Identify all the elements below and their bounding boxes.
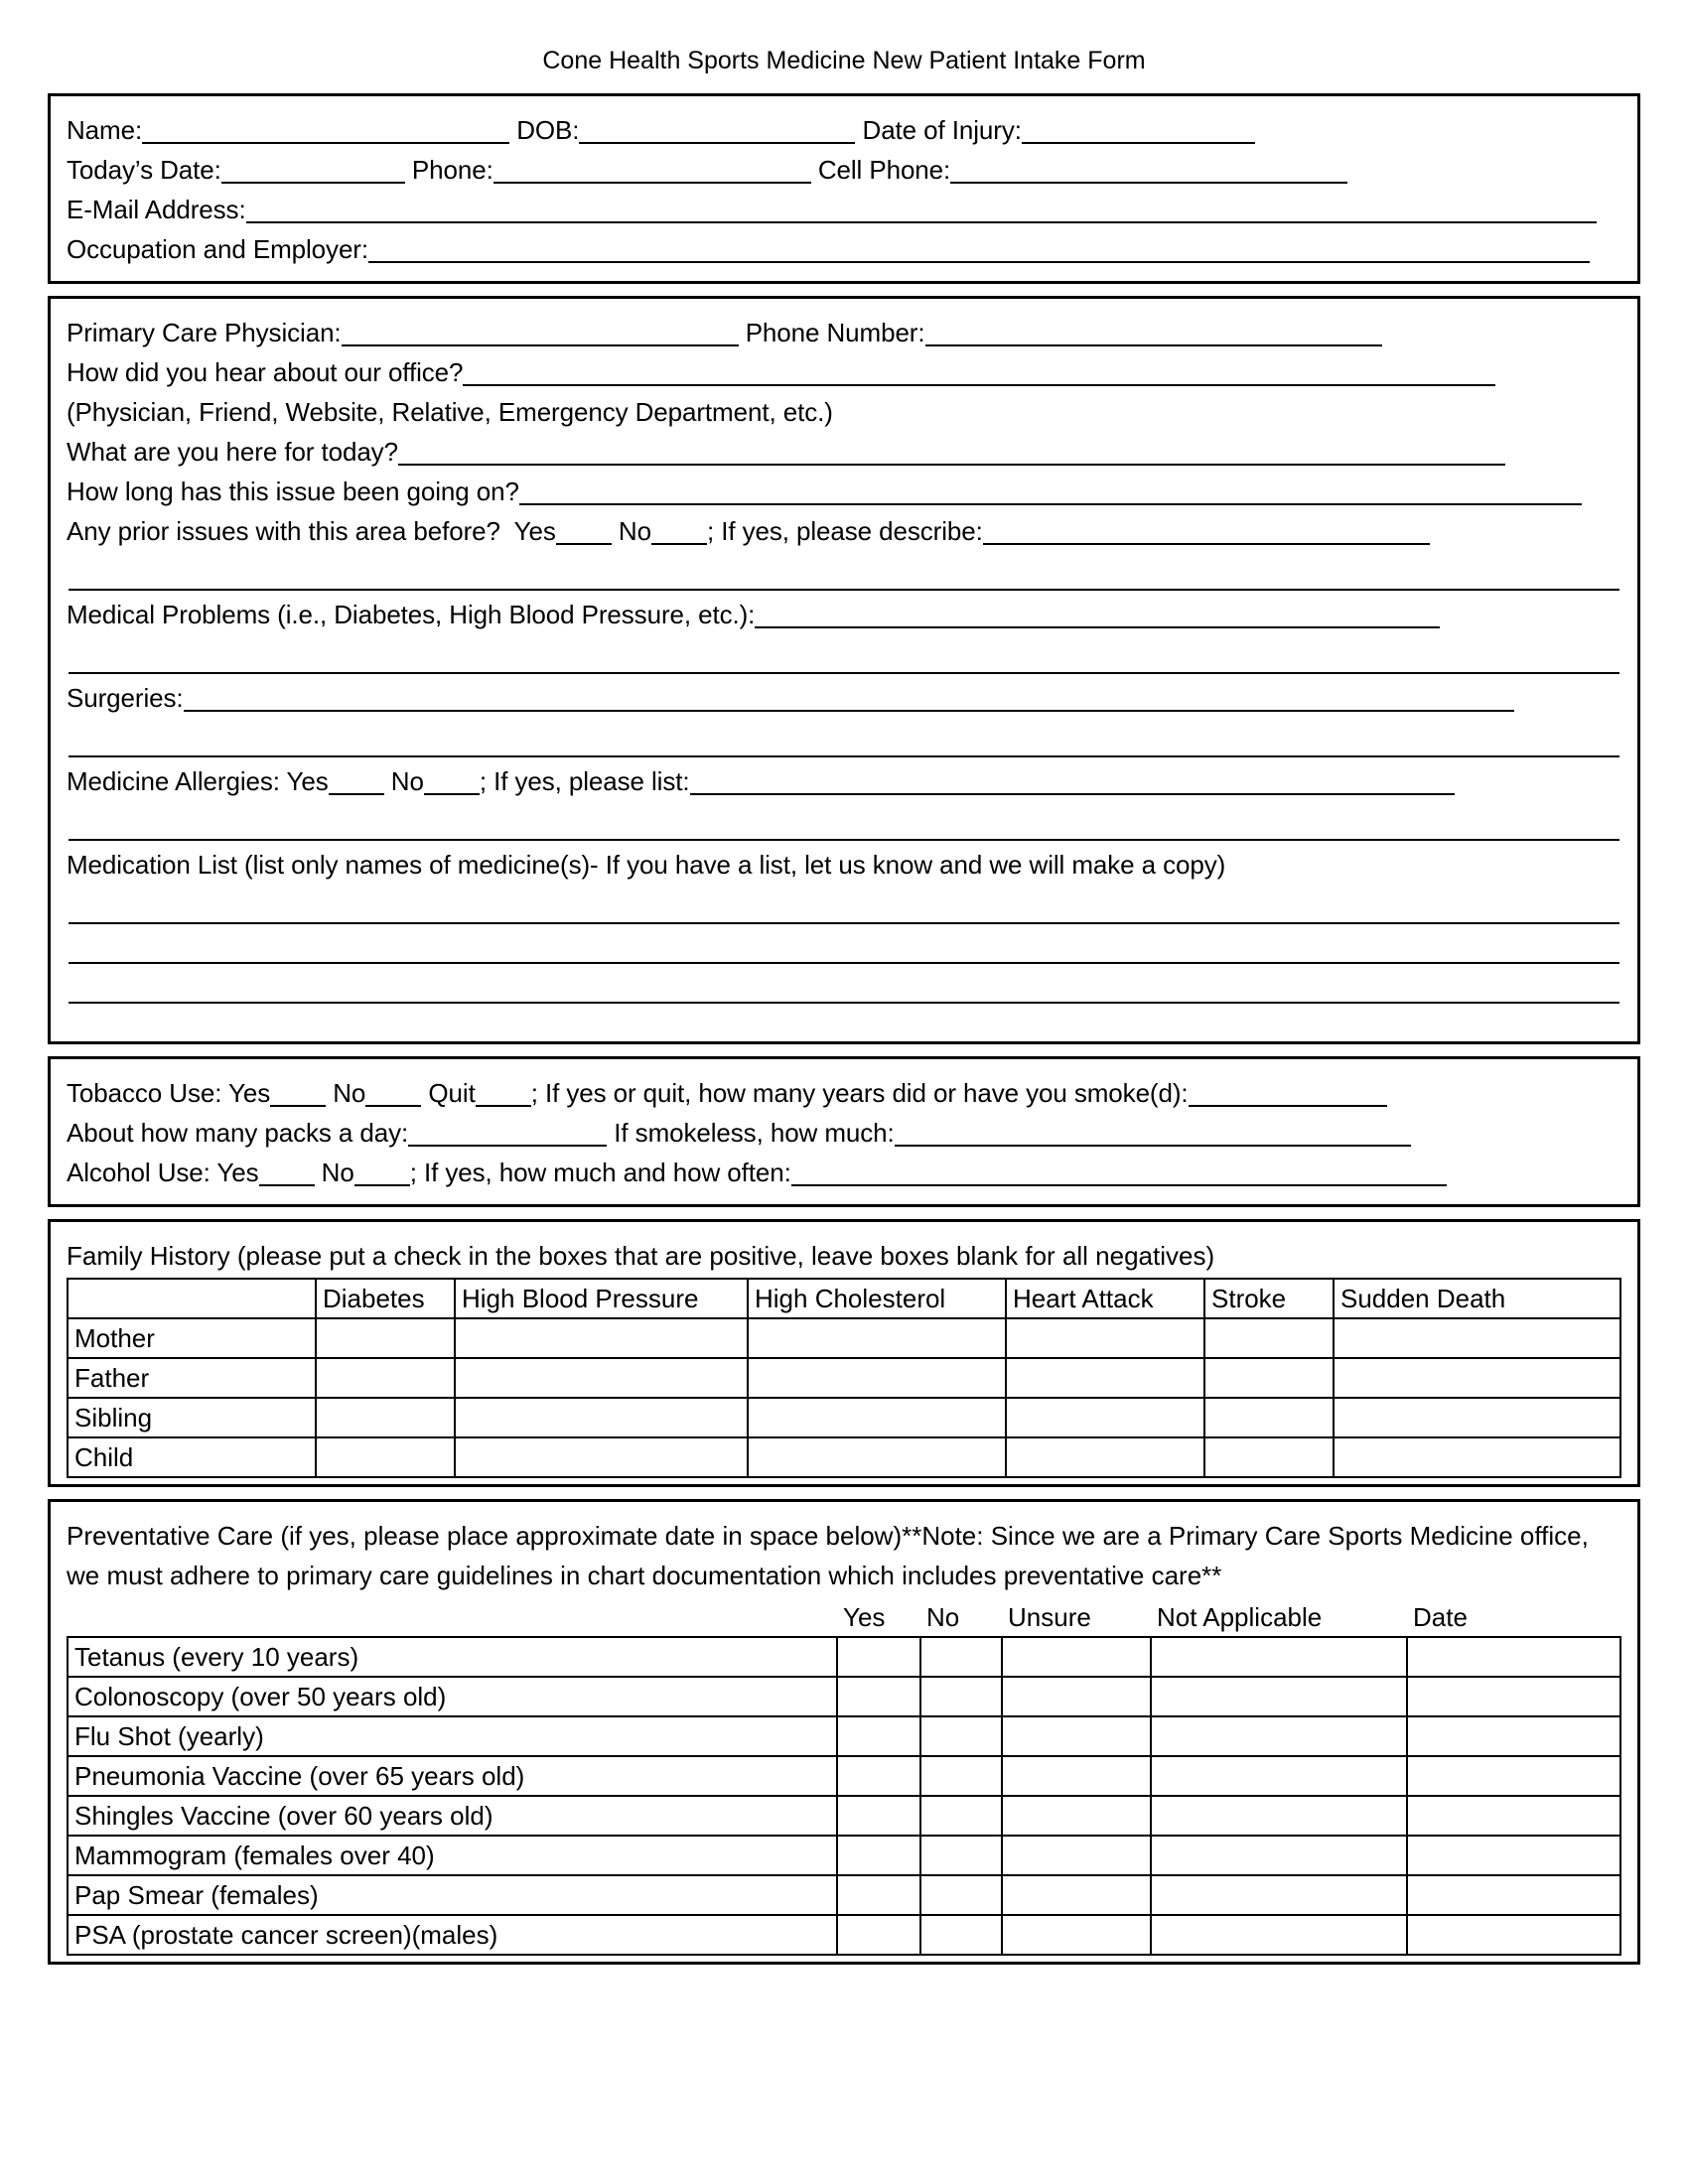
preventative-care-cell-colonoscopy-yes[interactable]: [837, 1677, 920, 1716]
preventative-care-intro: Preventative Care (if yes, please place approximate date in space below)**Note: Since we are a Primary Care Sports Medicine office, we must adhere to primary care guidelines in chart documentation which includes preventative care**: [67, 1521, 1589, 1590]
preventative-care-col-date: Date: [1413, 1601, 1468, 1632]
prior-issues-label: Any prior issues with this area before?: [67, 516, 500, 546]
family-history-cell-child-sudden-death[interactable]: [1334, 1437, 1620, 1477]
preventative-care-cell-shingles-vaccine-no[interactable]: [920, 1796, 1002, 1836]
family-history-corner-cell: [68, 1279, 316, 1318]
allergies-continuation-line[interactable]: [69, 839, 1619, 841]
preventative-care-cell-mammogram-date[interactable]: [1407, 1836, 1620, 1875]
tobacco-years-label: ; If yes or quit, how many years did or have you smoke(d):: [530, 1078, 1189, 1108]
preventative-care-header-row: [68, 1597, 1620, 1637]
duration-row: [67, 472, 1621, 511]
family-history-cell-sibling-sudden-death[interactable]: [1334, 1398, 1620, 1437]
family-history-cell-sibling-stroke[interactable]: [1204, 1398, 1334, 1437]
tobacco-row: [67, 1073, 1621, 1113]
family-history-col-high-cholesterol: High Cholesterol: [748, 1279, 1006, 1318]
preventative-care-row-label-tetanus: Tetanus (every 10 years): [68, 1637, 837, 1677]
family-history-cell-mother-high-cholesterol[interactable]: [748, 1318, 1006, 1358]
preventative-care-cell-mammogram-no[interactable]: [920, 1836, 1002, 1875]
family-history-cell-mother-diabetes[interactable]: [316, 1318, 455, 1358]
preventative-care-row-label-pap-smear: Pap Smear (females): [68, 1875, 837, 1915]
preventative-care-cell-shingles-vaccine-not-applicable[interactable]: [1151, 1796, 1407, 1836]
date-of-injury-label: Date of Injury:: [862, 115, 1022, 145]
preventative-care-cell-pneumonia-vaccine-yes[interactable]: [837, 1756, 920, 1796]
pcp-label: Primary Care Physician:: [67, 318, 342, 347]
preventative-care-table: [67, 1597, 1621, 1956]
prior-issues-no-label: No: [618, 516, 651, 546]
family-history-cell-mother-high-blood-pressure[interactable]: [455, 1318, 748, 1358]
duration-label: How long has this issue been going on?: [67, 477, 519, 506]
pcp-phone-label: Phone Number:: [745, 318, 925, 347]
preventative-care-col-yes: Yes: [843, 1601, 886, 1632]
family-history-cell-father-diabetes[interactable]: [316, 1358, 455, 1398]
family-history-cell-child-heart-attack[interactable]: [1006, 1437, 1204, 1477]
prior-issues-row: [67, 511, 1621, 551]
form-sheet: [48, 93, 1640, 1965]
preventative-care-cell-flu-shot-date[interactable]: [1407, 1716, 1620, 1756]
dob-input[interactable]: [579, 116, 855, 144]
alcohol-yes-label: Yes: [216, 1158, 259, 1187]
packs-row: [67, 1113, 1621, 1153]
phone-label: Phone:: [411, 155, 493, 185]
alcohol-no-label: No: [321, 1158, 354, 1187]
tobacco-yes-label: Yes: [227, 1078, 271, 1108]
preventative-care-cell-psa-date[interactable]: [1407, 1915, 1620, 1955]
allergies-row: [67, 761, 1621, 801]
family-history-header-row: [68, 1279, 1620, 1318]
preventative-care-cell-colonoscopy-not-applicable[interactable]: [1151, 1677, 1407, 1716]
medical-problems-input[interactable]: [755, 601, 1440, 628]
tobacco-no-label: No: [333, 1078, 366, 1108]
alcohol-no-input[interactable]: [354, 1159, 410, 1186]
packs-label: About how many packs a day:: [67, 1118, 409, 1148]
patient-info-row-1: [67, 110, 1621, 150]
family-history-cell-sibling-heart-attack[interactable]: [1006, 1398, 1204, 1437]
preventative-care-row-label-pneumonia-vaccine: Pneumonia Vaccine (over 65 years old): [68, 1756, 837, 1796]
table-row: [68, 1318, 1620, 1358]
allergies-list-label: ; If yes, please list:: [479, 766, 690, 796]
medication-list-label: Medication List (list only names of medicine(s)- If you have a list, let us know and we will make a copy): [67, 850, 1226, 880]
family-history-col-stroke: Stroke: [1204, 1279, 1334, 1318]
preventative-care-cell-pap-smear-unsure[interactable]: [1002, 1875, 1151, 1915]
allergies-list-input[interactable]: [690, 767, 1455, 795]
tobacco-label: Tobacco Use:: [67, 1078, 222, 1108]
pcp-row: [67, 313, 1621, 352]
preventative-care-row-label-psa: PSA (prostate cancer screen)(males): [68, 1915, 837, 1955]
hear-about-label: How did you hear about our office?: [67, 357, 464, 387]
family-history-cell-child-high-cholesterol[interactable]: [748, 1437, 1006, 1477]
medical-history-section: [48, 296, 1640, 1044]
todays-date-label: Today’s Date:: [67, 155, 221, 185]
visit-reason-label: What are you here for today?: [67, 437, 398, 467]
table-row: [68, 1915, 1620, 1955]
family-history-cell-mother-sudden-death[interactable]: [1334, 1318, 1620, 1358]
dob-label: DOB:: [516, 115, 580, 145]
name-label: Name:: [67, 115, 143, 145]
occupation-input[interactable]: [368, 235, 1590, 263]
allergies-no-label: No: [390, 766, 424, 796]
email-label: E-Mail Address:: [67, 195, 246, 224]
preventative-care-cell-psa-unsure[interactable]: [1002, 1915, 1151, 1955]
family-history-section: [48, 1219, 1640, 1487]
surgeries-input[interactable]: [184, 684, 1514, 712]
preventative-care-cell-tetanus-not-applicable[interactable]: [1151, 1637, 1407, 1677]
duration-input[interactable]: [519, 478, 1582, 505]
medical-problems-row: [67, 595, 1621, 634]
alcohol-detail-label: ; If yes, how much and how often:: [409, 1158, 791, 1187]
visit-reason-row: [67, 432, 1621, 472]
cell-phone-label: Cell Phone:: [817, 155, 951, 185]
preventative-care-cell-tetanus-date[interactable]: [1407, 1637, 1620, 1677]
preventative-care-cell-pap-smear-date[interactable]: [1407, 1875, 1620, 1915]
table-row: [68, 1358, 1620, 1398]
preventative-care-cell-colonoscopy-date[interactable]: [1407, 1677, 1620, 1716]
alcohol-row: [67, 1153, 1621, 1192]
prior-issues-describe-label: ; If yes, please describe:: [706, 516, 983, 546]
preventative-care-col-not-applicable: Not Applicable: [1157, 1601, 1323, 1632]
family-history-row-label-child: Child: [68, 1437, 316, 1477]
preventative-care-row-label-flu-shot: Flu Shot (yearly): [68, 1716, 837, 1756]
family-history-cell-father-high-cholesterol[interactable]: [748, 1358, 1006, 1398]
table-row: [68, 1677, 1620, 1716]
tobacco-yes-input[interactable]: [270, 1079, 326, 1107]
family-history-col-diabetes: Diabetes: [316, 1279, 455, 1318]
alcohol-detail-input[interactable]: [791, 1159, 1447, 1186]
preventative-care-cell-colonoscopy-unsure[interactable]: [1002, 1677, 1151, 1716]
hear-about-input[interactable]: [463, 358, 1495, 386]
preventative-care-cell-pap-smear-yes[interactable]: [837, 1875, 920, 1915]
family-history-cell-father-heart-attack[interactable]: [1006, 1358, 1204, 1398]
medication-line-1[interactable]: [69, 922, 1619, 924]
table-row: [68, 1875, 1620, 1915]
preventative-care-cell-flu-shot-unsure[interactable]: [1002, 1716, 1151, 1756]
alcohol-yes-input[interactable]: [259, 1159, 315, 1186]
tobacco-years-input[interactable]: [1189, 1079, 1387, 1107]
preventative-care-cell-pap-smear-no[interactable]: [920, 1875, 1002, 1915]
preventative-care-cell-pneumonia-vaccine-unsure[interactable]: [1002, 1756, 1151, 1796]
family-history-cell-sibling-high-blood-pressure[interactable]: [455, 1398, 748, 1437]
family-history-row-label-sibling: Sibling: [68, 1398, 316, 1437]
prior-issues-yes-label: Yes: [513, 516, 556, 546]
tobacco-quit-label: Quit: [428, 1078, 476, 1108]
preventative-care-cell-psa-no[interactable]: [920, 1915, 1002, 1955]
patient-info-row-4: [67, 229, 1621, 269]
table-row: [68, 1437, 1620, 1477]
visit-reason-input[interactable]: [398, 438, 1505, 466]
family-history-col-high-blood-pressure: High Blood Pressure: [455, 1279, 748, 1318]
family-history-cell-father-sudden-death[interactable]: [1334, 1358, 1620, 1398]
table-row: [68, 1756, 1620, 1796]
prior-issues-no-input[interactable]: [651, 517, 707, 545]
occupation-label: Occupation and Employer:: [67, 234, 368, 264]
allergies-label: Medicine Allergies:: [67, 766, 280, 796]
patient-info-row-3: [67, 190, 1621, 229]
preventative-care-cell-shingles-vaccine-unsure[interactable]: [1002, 1796, 1151, 1836]
hear-about-row: [67, 352, 1621, 392]
preventative-care-cell-pneumonia-vaccine-no[interactable]: [920, 1756, 1002, 1796]
medication-line-2[interactable]: [69, 962, 1619, 964]
preventative-care-cell-psa-yes[interactable]: [837, 1915, 920, 1955]
preventative-care-col-unsure: Unsure: [1008, 1601, 1091, 1632]
family-history-cell-child-high-blood-pressure[interactable]: [455, 1437, 748, 1477]
table-row: [68, 1836, 1620, 1875]
preventative-care-cell-mammogram-not-applicable[interactable]: [1151, 1836, 1407, 1875]
email-input[interactable]: [246, 196, 1597, 223]
alcohol-label: Alcohol Use:: [67, 1158, 211, 1187]
family-history-cell-mother-heart-attack[interactable]: [1006, 1318, 1204, 1358]
family-history-cell-child-diabetes[interactable]: [316, 1437, 455, 1477]
family-history-row-label-mother: Mother: [68, 1318, 316, 1358]
preventative-care-cell-shingles-vaccine-date[interactable]: [1407, 1796, 1620, 1836]
preventative-care-cell-pneumonia-vaccine-date[interactable]: [1407, 1756, 1620, 1796]
patient-info-section: [48, 93, 1640, 284]
family-history-intro: Family History (please put a check in the boxes that are positive, leave boxes blank for all negatives): [67, 1241, 1215, 1271]
preventative-care-row-label-mammogram: Mammogram (females over 40): [68, 1836, 837, 1875]
preventative-care-row-label-colonoscopy: Colonoscopy (over 50 years old): [68, 1677, 837, 1716]
family-history-cell-child-stroke[interactable]: [1204, 1437, 1334, 1477]
table-row: [68, 1398, 1620, 1437]
cell-phone-input[interactable]: [950, 156, 1347, 184]
surgeries-row: [67, 678, 1621, 718]
table-row: [68, 1637, 1620, 1677]
patient-info-row-2: [67, 150, 1621, 190]
prior-issues-describe-input[interactable]: [983, 517, 1430, 545]
preventative-care-cell-mammogram-unsure[interactable]: [1002, 1836, 1151, 1875]
packs-input[interactable]: [408, 1119, 607, 1147]
medical-problems-continuation-line[interactable]: [69, 672, 1619, 674]
family-history-row-label-father: Father: [68, 1358, 316, 1398]
tobacco-no-input[interactable]: [365, 1079, 421, 1107]
preventative-care-cell-psa-not-applicable[interactable]: [1151, 1915, 1407, 1955]
family-history-cell-sibling-high-cholesterol[interactable]: [748, 1398, 1006, 1437]
preventative-care-cell-flu-shot-no[interactable]: [920, 1716, 1002, 1756]
preventative-care-cell-pap-smear-not-applicable[interactable]: [1151, 1875, 1407, 1915]
preventative-care-cell-tetanus-no[interactable]: [920, 1637, 1002, 1677]
family-history-cell-father-stroke[interactable]: [1204, 1358, 1334, 1398]
preventative-care-col-no: No: [926, 1601, 960, 1632]
social-history-section: [48, 1056, 1640, 1207]
surgeries-continuation-line[interactable]: [69, 755, 1619, 757]
family-history-cell-father-high-blood-pressure[interactable]: [455, 1358, 748, 1398]
todays-date-input[interactable]: [221, 156, 405, 184]
date-of-injury-input[interactable]: [1022, 116, 1255, 144]
pcp-phone-input[interactable]: [925, 319, 1382, 346]
hear-about-hint: (Physician, Friend, Website, Relative, Emergency Department, etc.): [67, 397, 833, 427]
preventative-care-cell-tetanus-unsure[interactable]: [1002, 1637, 1151, 1677]
family-history-cell-mother-stroke[interactable]: [1204, 1318, 1334, 1358]
allergies-no-input[interactable]: [424, 767, 480, 795]
smokeless-label: If smokeless, how much:: [614, 1118, 895, 1148]
tobacco-quit-input[interactable]: [476, 1079, 531, 1107]
preventative-care-cell-pneumonia-vaccine-not-applicable[interactable]: [1151, 1756, 1407, 1796]
family-history-table: [67, 1278, 1621, 1478]
table-row: [68, 1716, 1620, 1756]
medical-problems-label: Medical Problems (i.e., Diabetes, High Blood Pressure, etc.):: [67, 600, 756, 629]
family-history-col-sudden-death: Sudden Death: [1334, 1279, 1620, 1318]
preventative-care-cell-flu-shot-not-applicable[interactable]: [1151, 1716, 1407, 1756]
preventative-care-corner-cell: [68, 1597, 837, 1637]
preventative-care-cell-tetanus-yes[interactable]: [837, 1637, 920, 1677]
preventative-care-row-label-shingles-vaccine: Shingles Vaccine (over 60 years old): [68, 1796, 837, 1836]
preventative-care-cell-flu-shot-yes[interactable]: [837, 1716, 920, 1756]
family-history-col-heart-attack: Heart Attack: [1006, 1279, 1204, 1318]
surgeries-label: Surgeries:: [67, 683, 184, 713]
table-row: [68, 1796, 1620, 1836]
preventative-care-cell-colonoscopy-no[interactable]: [920, 1677, 1002, 1716]
name-input[interactable]: [142, 116, 509, 144]
prior-issues-yes-input[interactable]: [556, 517, 612, 545]
page-title: Cone Health Sports Medicine New Patient Intake Form: [542, 47, 1146, 74]
preventative-care-cell-mammogram-yes[interactable]: [837, 1836, 920, 1875]
phone-input[interactable]: [493, 156, 811, 184]
preventative-care-section: [48, 1499, 1640, 1965]
family-history-cell-sibling-diabetes[interactable]: [316, 1398, 455, 1437]
smokeless-input[interactable]: [895, 1119, 1411, 1147]
pcp-input[interactable]: [342, 319, 739, 346]
prior-issues-continuation-line[interactable]: [69, 589, 1619, 591]
preventative-care-cell-shingles-vaccine-yes[interactable]: [837, 1796, 920, 1836]
allergies-yes-input[interactable]: [329, 767, 384, 795]
allergies-yes-label: Yes: [286, 766, 329, 796]
